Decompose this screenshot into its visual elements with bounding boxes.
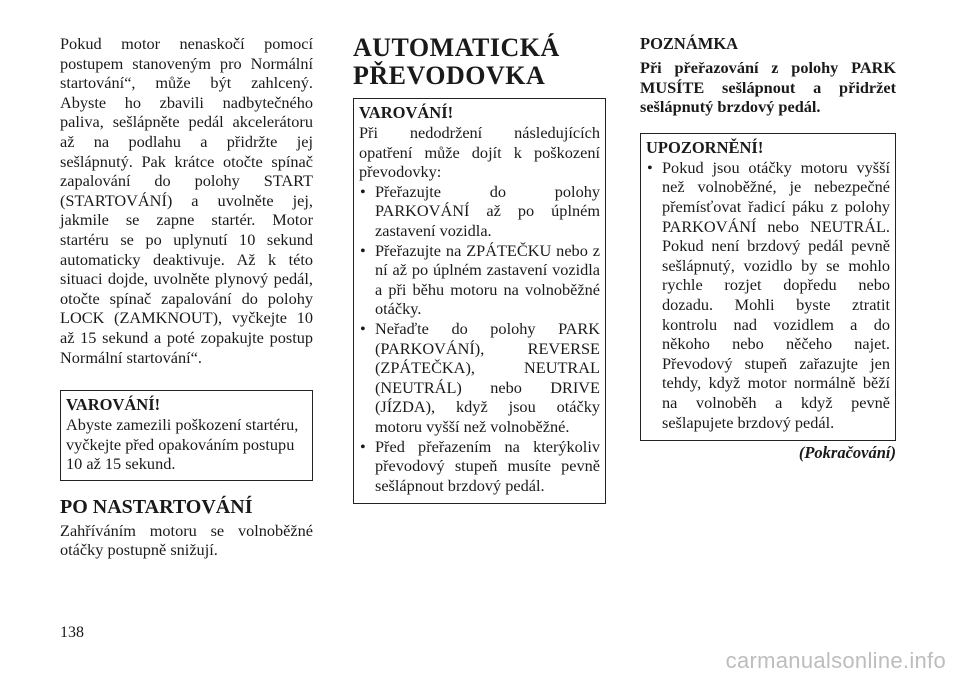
column-right xyxy=(640,34,896,463)
warning-intro: Při nedodržení následujících opatření může dojít k poškození převodovky: xyxy=(359,123,600,182)
column-middle xyxy=(353,34,606,504)
warning-text: Abyste zamezili poškození startéru, vyčkejte před opakováním postupu 10 až 15 sekund. xyxy=(66,415,299,474)
note-title: POZNÁMKA xyxy=(640,34,739,53)
list-item: • Pokud jsou otáčky motoru vyšší než volnoběžné, je nebezpečné přemísťovat řadicí páku z polohy PARKOVÁNÍ nebo NEUTRÁL. Pokud není brzdový pedál pevně sešlápnutý, vozidlo by se mohlo rychle rozjet dopředu nebo dozadu. Mohli byste ztratit kontrolu nad vozidlem a do někoho nebo něčeho najet. Převodový stupeň zařazujte jen tehdy, když motor normálně běží na volnoběh a když pevně sešlapujete brzdový pedál. xyxy=(646,158,890,432)
continued-label: (Pokračování) xyxy=(798,443,896,463)
watermark: carmanualsonline.info xyxy=(725,648,946,673)
warning-box-starter xyxy=(60,390,313,481)
caution-bullet-list xyxy=(646,158,890,432)
caution-title: UPOZORNĚNÍ! xyxy=(646,137,764,157)
list-item: • Přeřazujte do polohy PARKOVÁNÍ až po úplném zastavení vozidla. xyxy=(359,182,600,241)
page-number: 138 xyxy=(60,624,84,641)
note-text: Při přeřazování z polohy PARK MUSÍTE sešlápnout a přidržet sešlápnutý brzdový pedál. xyxy=(640,58,896,117)
section-text-after-start: Zahříváním motoru se volnoběžné otáčky postupně snižují. xyxy=(60,520,313,560)
warning-title: VAROVÁNÍ! xyxy=(66,395,161,415)
warning-box-transmission xyxy=(353,98,606,504)
list-item: • Neřaďte do polohy PARK (PARKOVÁNÍ), REVERSE (ZPÁTEČKA), NEUTRAL (NEUTRÁL) nebo DRIVE (JÍZDA), když jsou otáčky motoru vyšší než volnoběžné. xyxy=(359,319,600,437)
column-left xyxy=(60,34,313,560)
list-item: • Před přeřazením na kterýkoliv převodový stupeň musíte pevně sešlápnout brzdový pedál. xyxy=(359,437,600,496)
section-heading-after-start: PO NASTARTOVÁNÍ xyxy=(60,495,253,518)
caution-box xyxy=(640,133,896,441)
list-item: • Přeřazujte na ZPÁTEČKU nebo z ní až po úplném zastavení vozidla a při běhu motoru na volnoběžné otáčky. xyxy=(359,241,600,319)
intro-paragraph: Pokud motor nenaskočí pomocí postupem stanoveným pro Normální startování“, může být zahlcený. Abyste ho zbavili nadbytečného paliva, sešlápněte pedál akcelerátoru až na podlahu a přidržte jej sešlápnutý. Pak krátce otočte spínač zapalování do polohy START (STARTOVÁNÍ) a uvolněte jej, jakmile se zapne startér. Motor startéru se po uplynutí 10 sekund automaticky deaktivuje. Až k této situaci dojde, uvolněte plynový pedál, otočte spínač zapalování do polohy LOCK (ZAMKNOUT), vyčkejte 10 až 15 sekund a poté zopakujte postup Normální startování“. xyxy=(60,34,313,367)
warning-title: VAROVÁNÍ! xyxy=(359,103,454,122)
warning-bullet-list xyxy=(359,182,600,496)
chapter-heading: AUTOMATICKÁ PŘEVODOVKA xyxy=(353,33,560,90)
